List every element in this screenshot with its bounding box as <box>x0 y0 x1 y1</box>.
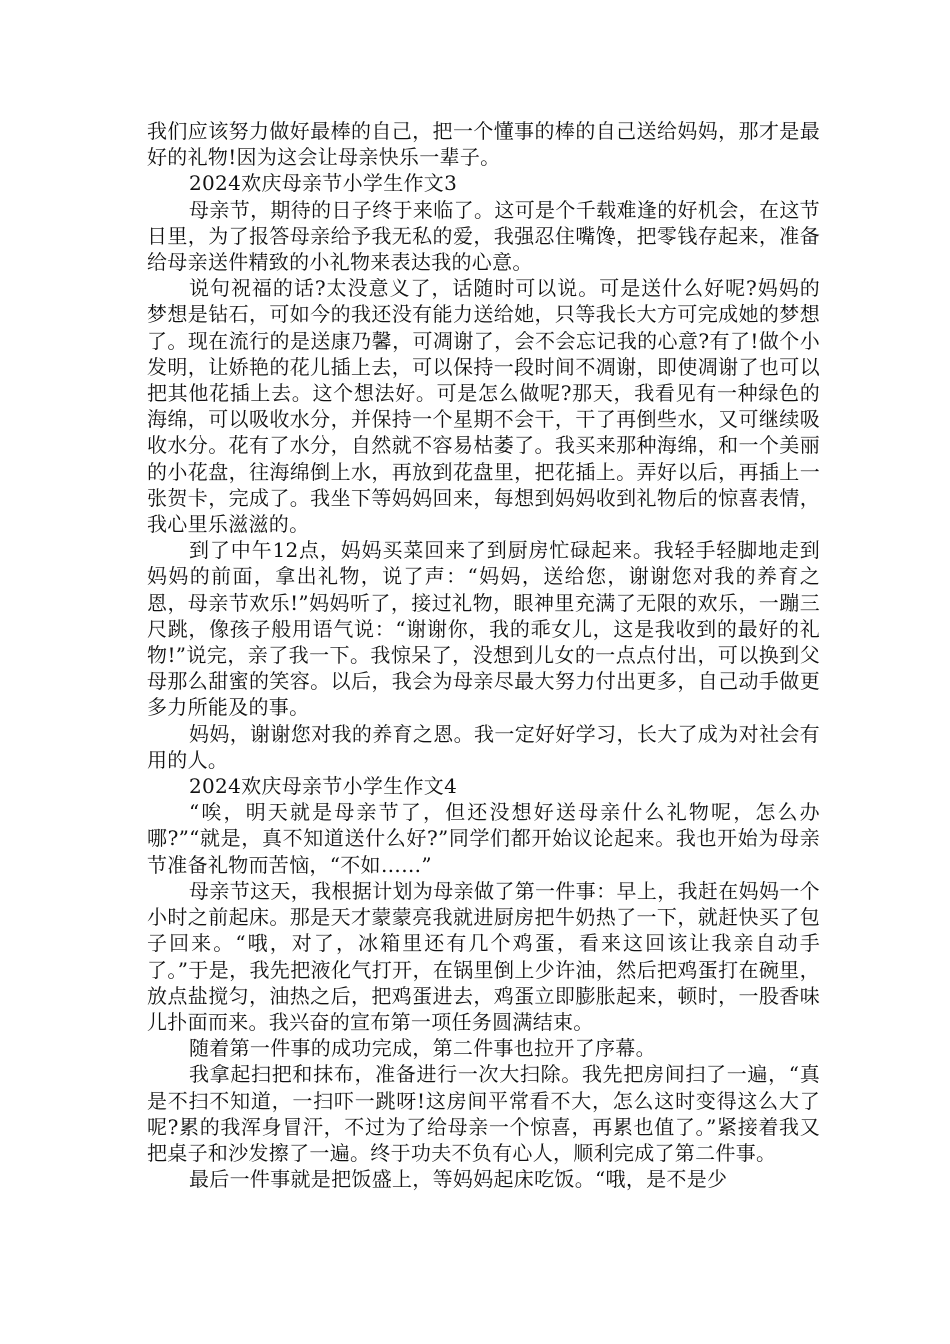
paragraph: 最后一件事就是把饭盛上，等妈妈起床吃饭。“哦，是不是少 <box>189 1167 728 1192</box>
paragraph: 说句祝福的话?太没意义了，话随时可以说。可是送什么好呢?妈妈的梦想是钻石，可如今的我还没有能力送给她，只等我长大方可完成她的梦想了。现在流行的是送康乃馨，可凋谢了，会不会忘记我的心意?有了!做个小发明，让娇艳的花儿插上去，可以保持一段时间不凋谢，即使凋谢了也可以把其他花插上去。这个想法好。可是怎么做呢?那天，我看见有一种绿色的海绵，可以吸收水分，并保持一个星期不会干，干了再倒些水，又可继续吸收水分。花有了水分，自然就不容易枯萎了。我买来那种海绵，和一个美丽的小花盘，往海绵倒上水，再放到花盘里，把花插上。弄好以后，再插上一张贺卡，完成了。我坐下等妈妈回来，每想到妈妈收到礼物后的惊喜表情，我心里乐滋滋的。 <box>147 276 820 537</box>
paragraph: 到了中午12点，妈妈买菜回来了到厨房忙碌起来。我轻手轻脚地走到妈妈的前面，拿出礼物，说了声：“妈妈，送给您，谢谢您对我的养育之恩，母亲节欢乐!”妈妈听了，接过礼物，眼神里充满了无限的欢乐，一蹦三尺跳，像孩子般用语气说：“谢谢你，我的乖女儿，这是我收到的最好的礼物!”说完，亲了我一下。我惊呆了，没想到儿女的一点点付出，可以换到父母那么甜蜜的笑容。以后，我会为母亲尽最大努力付出更多，自己动手做更多力所能及的事。 <box>147 538 820 720</box>
section-heading-essay-3: 2024欢庆母亲节小学生作文3 <box>189 171 458 196</box>
section-heading-essay-4: 2024欢庆母亲节小学生作文4 <box>189 774 458 799</box>
paragraph: “唉，明天就是母亲节了，但还没想好送母亲什么礼物呢，怎么办哪?”“就是，真不知道送什么好?”同学们都开始议论起来。我也开始为母亲节准备礼物而苦恼，“不如……” <box>147 800 820 877</box>
paragraph: 母亲节这天，我根据计划为母亲做了第一件事：早上，我赶在妈妈一个小时之前起床。那是天才蒙蒙亮我就进厨房把牛奶热了一下，就赶快买了包子回来。“哦，对了，冰箱里还有几个鸡蛋，看来这回该让我亲自动手了。”于是，我先把液化气打开，在锅里倒上少许油，然后把鸡蛋打在碗里，放点盐搅匀，油热之后，把鸡蛋进去，鸡蛋立即膨胀起来，顿时，一股香味儿扑面而来。我兴奋的宣布第一项任务圆满结束。 <box>147 878 820 1034</box>
paragraph: 妈妈，谢谢您对我的养育之恩。我一定好好学习，长大了成为对社会有用的人。 <box>147 721 820 772</box>
paragraph-continuation: 我们应该努力做好最棒的自己，把一个懂事的棒的自己送给妈妈，那才是最好的礼物!因为这会让母亲快乐一辈子。 <box>147 119 820 170</box>
paragraph: 我拿起扫把和抹布，准备进行一次大扫除。我先把房间扫了一遍，“真是不扫不知道，一扫吓一跳呀!这房间平常看不大，怎么这时变得这么大了呢?累的我浑身冒汗，不过为了给母亲一个惊喜，再累也值了。”紧接着我又把桌子和沙发擦了一遍。终于功夫不负有心人，顺利完成了第二件事。 <box>147 1062 820 1165</box>
paragraph: 母亲节，期待的日子终于来临了。这可是个千载难逢的好机会，在这节日里，为了报答母亲给予我无私的爱，我强忍住嘴馋，把零钱存起来，准备给母亲送件精致的小礼物来表达我的心意。 <box>147 197 820 275</box>
document-body <box>147 118 820 1192</box>
paragraph: 随着第一件事的成功完成，第二件事也拉开了序幕。 <box>189 1036 656 1061</box>
